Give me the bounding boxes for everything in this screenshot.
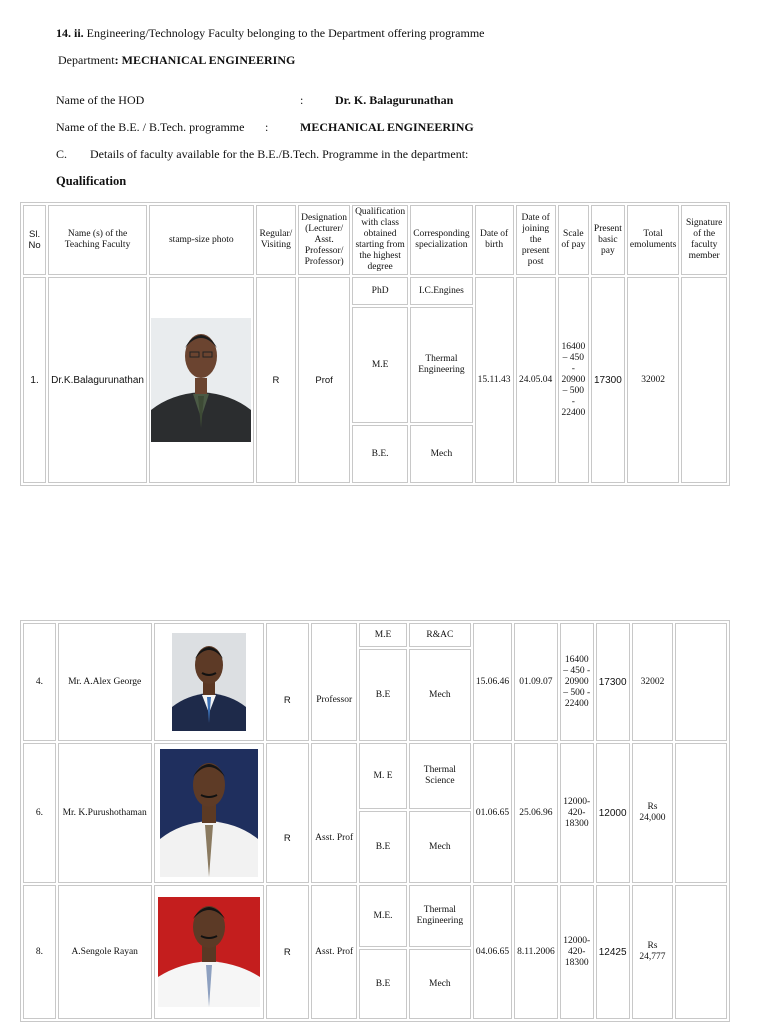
faculty-qual: M.E.	[359, 885, 407, 947]
faculty-photo	[149, 277, 254, 483]
faculty-scale: 16400 – 450 - 20900 – 500 - 22400	[560, 623, 594, 741]
table-row	[23, 623, 727, 647]
portrait-photo	[151, 318, 251, 442]
section-number: 14. ii.	[56, 26, 84, 40]
faculty-spec: Mech	[410, 425, 472, 483]
faculty-spec: Mech	[409, 949, 471, 1019]
faculty-name: Dr.K.Balagurunathan	[48, 277, 147, 483]
faculty-photo	[154, 743, 264, 883]
programme-label: Name of the B.E. / B.Tech. programme	[56, 120, 245, 134]
header-doj: Date of joining the present post	[516, 205, 556, 275]
qualification-title: Qualification	[56, 174, 127, 188]
header-signature: Signature of the faculty member	[681, 205, 727, 275]
table-header-row	[23, 205, 727, 275]
faculty-sl: 6.	[23, 743, 56, 883]
faculty-table-1	[20, 202, 730, 486]
programme-value: MECHANICAL ENGINEERING	[300, 120, 474, 134]
header-emoluments: Total emoluments	[627, 205, 679, 275]
faculty-dob: 01.06.65	[473, 743, 512, 883]
faculty-dob: 15.06.46	[473, 623, 512, 741]
faculty-spec: R&AC	[409, 623, 471, 647]
section-heading-text: Engineering/Technology Faculty belonging to the Department offering programme	[86, 26, 485, 40]
section-c-text: Details of faculty available for the B.E./B.Tech. Programme in the department:	[90, 147, 469, 161]
faculty-doj: 8.11.2006	[514, 885, 558, 1019]
faculty-signature	[675, 885, 727, 1019]
faculty-signature	[681, 277, 727, 483]
header-scale: Scale of pay	[558, 205, 589, 275]
header-qualification: Qualification with class obtained starting from the highest degree	[352, 205, 408, 275]
faculty-qual: M.E	[352, 307, 408, 423]
portrait-photo	[172, 633, 246, 731]
faculty-designation: Prof	[298, 277, 350, 483]
hod-label: Name of the HOD	[56, 93, 145, 107]
faculty-scale: 16400 – 450 - 20900 – 500 - 22400	[558, 277, 589, 483]
faculty-qual: PhD	[352, 277, 408, 305]
department-line: Department: MECHANICAL ENGINEERING	[58, 53, 296, 67]
faculty-spec: Thermal Engineering	[409, 885, 471, 947]
faculty-sl: 4.	[23, 623, 56, 741]
faculty-basic: 12000	[596, 743, 630, 883]
faculty-name: Mr. A.Alex George	[58, 623, 152, 741]
portrait-photo	[158, 897, 260, 1007]
faculty-doj: 25.06.96	[514, 743, 558, 883]
faculty-sl: 1.	[23, 277, 46, 483]
faculty-designation: Asst. Prof	[311, 885, 357, 1019]
faculty-spec: Mech	[409, 649, 471, 741]
faculty-spec: Thermal Engineering	[410, 307, 472, 423]
faculty-spec: Thermal Science	[409, 743, 471, 809]
header-dob: Date of birth	[475, 205, 514, 275]
faculty-scale: 12000- 420- 18300	[560, 743, 594, 883]
section-heading	[56, 26, 485, 41]
programme-separator: :	[265, 120, 269, 134]
faculty-signature	[675, 743, 727, 883]
table-row	[23, 743, 727, 809]
header-specialization: Corresponding specialization	[410, 205, 472, 275]
faculty-name: Mr. K.Purushothaman	[58, 743, 152, 883]
faculty-qual: B.E	[359, 811, 407, 883]
faculty-name: A.Sengole Rayan	[58, 885, 152, 1019]
header-slno: Sl. No	[23, 205, 46, 275]
faculty-regular: R	[256, 277, 296, 483]
faculty-qual: B.E	[359, 649, 407, 741]
header-regular: Regular/ Visiting	[256, 205, 296, 275]
faculty-photo	[154, 885, 264, 1019]
faculty-photo	[154, 623, 264, 741]
hod-separator: :	[300, 93, 304, 107]
header-photo: stamp-size photo	[149, 205, 254, 275]
header-name: Name (s) of the Teaching Faculty	[48, 205, 147, 275]
faculty-basic: 12425	[596, 885, 630, 1019]
faculty-dob: 15.11.43	[475, 277, 514, 483]
faculty-doj: 24.05.04	[516, 277, 556, 483]
faculty-signature	[675, 623, 727, 741]
faculty-doj: 01.09.07	[514, 623, 558, 741]
table-row	[23, 277, 727, 305]
faculty-qual: M. E	[359, 743, 407, 809]
header-basic: Present basic pay	[591, 205, 625, 275]
faculty-scale: 12000- 420- 18300	[560, 885, 594, 1019]
hod-value: Dr. K. Balagurunathan	[335, 93, 454, 107]
faculty-dob: 04.06.65	[473, 885, 512, 1019]
faculty-spec: Mech	[409, 811, 471, 883]
faculty-qual: M.E	[359, 623, 407, 647]
faculty-designation: Asst. Prof	[311, 743, 357, 883]
faculty-regular: R	[266, 623, 310, 741]
section-c-letter: C.	[56, 147, 68, 161]
faculty-regular: R	[266, 743, 310, 883]
department-value: MECHANICAL ENGINEERING	[121, 53, 296, 67]
faculty-emoluments: Rs 24,000	[632, 743, 674, 883]
faculty-table-2	[20, 620, 730, 1022]
faculty-basic: 17300	[591, 277, 625, 483]
faculty-emoluments: 32002	[627, 277, 679, 483]
faculty-designation: Professor	[311, 623, 357, 741]
faculty-qual: B.E.	[352, 425, 408, 483]
faculty-emoluments: Rs 24,777	[632, 885, 674, 1019]
table-row	[23, 885, 727, 947]
faculty-qual: B.E	[359, 949, 407, 1019]
faculty-basic: 17300	[596, 623, 630, 741]
department-label: Department	[58, 53, 115, 67]
header-designation: Designation (Lecturer/ Asst. Professor/ Professor)	[298, 205, 350, 275]
portrait-photo	[160, 749, 258, 877]
faculty-regular: R	[266, 885, 310, 1019]
faculty-spec: I.C.Engines	[410, 277, 472, 305]
faculty-sl: 8.	[23, 885, 56, 1019]
faculty-emoluments: 32002	[632, 623, 674, 741]
